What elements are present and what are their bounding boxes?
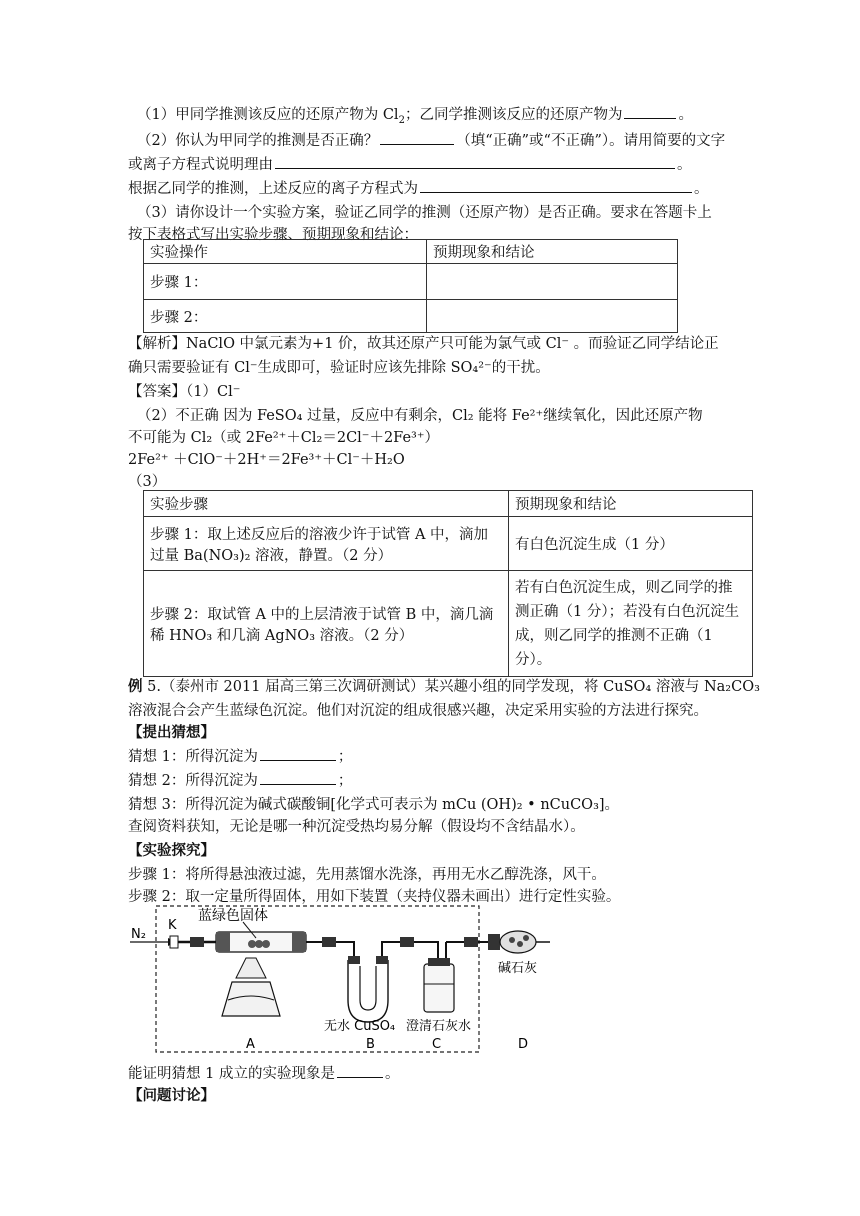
- section-heading: 【问题讨论】: [128, 1087, 215, 1104]
- table1-header: 预期现象和结论: [427, 240, 678, 264]
- solid-sample: [248, 940, 256, 948]
- wash-bottle: [424, 964, 454, 1012]
- table2-header: 实验步骤: [144, 491, 509, 517]
- valve-k: [170, 936, 178, 948]
- table2-header: 预期现象和结论: [509, 491, 753, 517]
- guess-end: ；: [337, 773, 353, 789]
- step-1-line: 步骤 1：将所得悬浊液过滤，先用蒸馏水洗涤，再用无水乙醇洗涤，风干。: [128, 867, 606, 883]
- table2-cell-line: 若有白色沉淀生成，则乙同学的推: [515, 579, 733, 596]
- valve-label: K: [168, 918, 177, 933]
- q1-text: （1）甲同学推测该反应的还原产物为 Cl: [137, 107, 399, 123]
- n2-label: N₂: [131, 927, 146, 942]
- table2-cell-line: 步骤 1：取上述反应后的溶液少许于试管 A 中，滴加: [150, 526, 489, 543]
- q2-equation-text: 根据乙同学的推测，上述反应的离子方程式为: [128, 181, 418, 197]
- proof-end: 。: [384, 1066, 400, 1082]
- info-line: 查阅资料获知，无论是哪一种沉淀受热均易分解（假设均不含结晶水）。: [128, 819, 585, 835]
- apparatus-label-a: A: [246, 1037, 255, 1052]
- table2-cell: 有白色沉淀生成（1 分）: [509, 517, 753, 571]
- table2-cell-line: 成，则乙同学的推测不正确（1 分）。: [515, 627, 713, 668]
- answer-line-1: 【答案】（1）Cl⁻: [128, 384, 241, 400]
- answer-blank[interactable]: [420, 178, 692, 193]
- answer-line-2: （2）不正确 因为 FeSO₄ 过量，反应中有剩余，Cl₂ 能将 Fe²⁺继续氧化，因此还原产物: [137, 408, 703, 424]
- answer-table-1: [143, 239, 678, 333]
- cuso4-label: 无水 CuSO₄: [324, 1019, 396, 1034]
- table1-cell: 步骤 2：: [144, 300, 427, 333]
- answer-blank[interactable]: [260, 770, 336, 785]
- table2-cell-line: 稀 HNO₃ 和几滴 AgNO₃ 溶液。（2 分）: [150, 627, 414, 644]
- guess-1-line: [128, 746, 352, 768]
- table2-cell: [144, 517, 509, 571]
- table2-cell: [144, 571, 509, 677]
- u-tube: [348, 960, 388, 1022]
- table1-cell: [427, 300, 678, 333]
- analysis-line-1: 【解析】NaClO 中氯元素为+1 价，故其还原产只可能为氯气或 Cl⁻ 。而验证乙同学结论正: [128, 336, 719, 352]
- rubber-joint: [464, 937, 478, 947]
- q2-end: 。: [677, 157, 692, 173]
- u-tube-stopper: [348, 956, 360, 964]
- example-5-line-1: [128, 676, 760, 698]
- drying-tube-stopper: [488, 934, 500, 950]
- answer-blank[interactable]: [275, 154, 675, 169]
- q2-text-after: （填“正确”或“不正确”）。请用简要的文字: [456, 133, 726, 149]
- example-label: 例: [128, 678, 143, 695]
- analysis-line-2: 确只需要验证有 Cl⁻生成即可，验证时应该先排除 SO₄²⁻的干扰。: [128, 360, 550, 376]
- table1-header: 实验操作: [144, 240, 427, 264]
- soda-lime-label: 碱石灰: [498, 961, 538, 976]
- guess-3-line: 猜想 3：所得沉淀为碱式碳酸铜[化学式可表示为 mCu (OH)₂ • nCuCO₃]。: [128, 797, 620, 813]
- rubber-joint: [400, 937, 414, 947]
- table2-cell-line: 测正确（1 分）；若没有白色沉淀生: [515, 603, 740, 620]
- question-3-line-1: （3）请你设计一个实验方案，验证乙同学的推测（还原产物）是否正确。要求在答题卡上: [137, 205, 712, 221]
- q2-text: （2）你认为甲同学的推测是否正确？: [137, 133, 379, 149]
- soda-lime: [523, 935, 529, 941]
- table1-cell: 步骤 1：: [144, 264, 427, 300]
- bottle-stopper: [428, 958, 450, 966]
- q1-sub: 2: [398, 114, 405, 126]
- answer-blank[interactable]: [260, 746, 336, 761]
- stopper-right: [292, 932, 306, 952]
- proof-text: 能证明猜想 1 成立的实验现象是: [128, 1066, 335, 1082]
- table2-cell-line: 过量 Ba(NO₃)₂ 溶液，静置。（2 分）: [150, 547, 393, 564]
- answer-line-3: 不可能为 Cl₂（或 2Fe²⁺＋Cl₂＝2Cl⁻＋2Fe³⁺）: [128, 430, 439, 446]
- q2-reason-text: 或离子方程式说明理由: [128, 157, 273, 173]
- answer-blank[interactable]: [337, 1063, 383, 1078]
- question-2-line-2: [128, 154, 692, 176]
- apparatus-label-d: D: [518, 1037, 529, 1052]
- table1-cell: [427, 264, 678, 300]
- answer-blank[interactable]: [380, 130, 454, 145]
- soda-lime: [509, 937, 515, 943]
- question-2-line-1: [137, 130, 725, 152]
- example-text: 5.（泰州市 2011 届高三第三次调研测试）某兴趣小组的同学发现，将 CuSO₄ 溶液与 Na₂CO₃: [142, 679, 760, 695]
- q1-text-after: ；乙同学推测该反应的还原产物为: [404, 107, 623, 123]
- rubber-joint: [322, 937, 336, 947]
- stopper-left: [216, 932, 230, 952]
- question-1-line: [137, 104, 693, 132]
- q1-end: 。: [678, 107, 693, 123]
- table2-cell-line: 步骤 2：取试管 A 中的上层清液于试管 B 中，滴几滴: [150, 606, 494, 623]
- proof-line: [128, 1063, 399, 1085]
- step-2-line: 步骤 2：取一定量所得固体，用如下装置（夹持仪器未画出）进行定性实验。: [128, 889, 621, 905]
- table2-cell: [509, 571, 753, 677]
- u-tube-stopper: [376, 956, 388, 964]
- section-heading: 【提出猜想】: [128, 724, 215, 741]
- guess-end: ；: [337, 749, 353, 765]
- guess-text: 猜想 1：所得沉淀为: [128, 749, 258, 765]
- solid-sample: [255, 940, 263, 948]
- answer-line-5: （3）: [128, 474, 167, 490]
- question-2-line-3: [128, 178, 709, 200]
- soda-lime: [517, 941, 523, 947]
- example-5-line-2: 溶液混合会产生蓝绿色沉淀。他们对沉淀的组成很感兴趣，决定采用实验的方法进行探究。: [128, 703, 708, 719]
- u-tube-inner: [360, 966, 376, 1010]
- apparatus-diagram: [128, 900, 568, 1060]
- section-heading: 【实验探究】: [128, 842, 215, 859]
- q2-end: 。: [694, 181, 709, 197]
- guess-2-line: [128, 770, 352, 792]
- apparatus-label-b: B: [366, 1037, 375, 1052]
- question-3-line-2: 按下表格式写出实验步骤、预期现象和结论：: [128, 227, 418, 243]
- limewater-label: 澄清石灰水: [406, 1019, 472, 1034]
- solid-label: 蓝绿色固体: [198, 908, 268, 924]
- solid-sample: [262, 940, 270, 948]
- answer-table-2: [143, 490, 753, 677]
- guess-text: 猜想 2：所得沉淀为: [128, 773, 258, 789]
- answer-blank[interactable]: [624, 104, 676, 119]
- apparatus-label-c: C: [432, 1037, 442, 1052]
- answer-line-4: 2Fe²⁺ ＋ClO⁻＋2H⁺＝2Fe³⁺＋Cl⁻＋H₂O: [128, 452, 405, 468]
- flame: [236, 958, 266, 978]
- rubber-joint: [190, 937, 204, 947]
